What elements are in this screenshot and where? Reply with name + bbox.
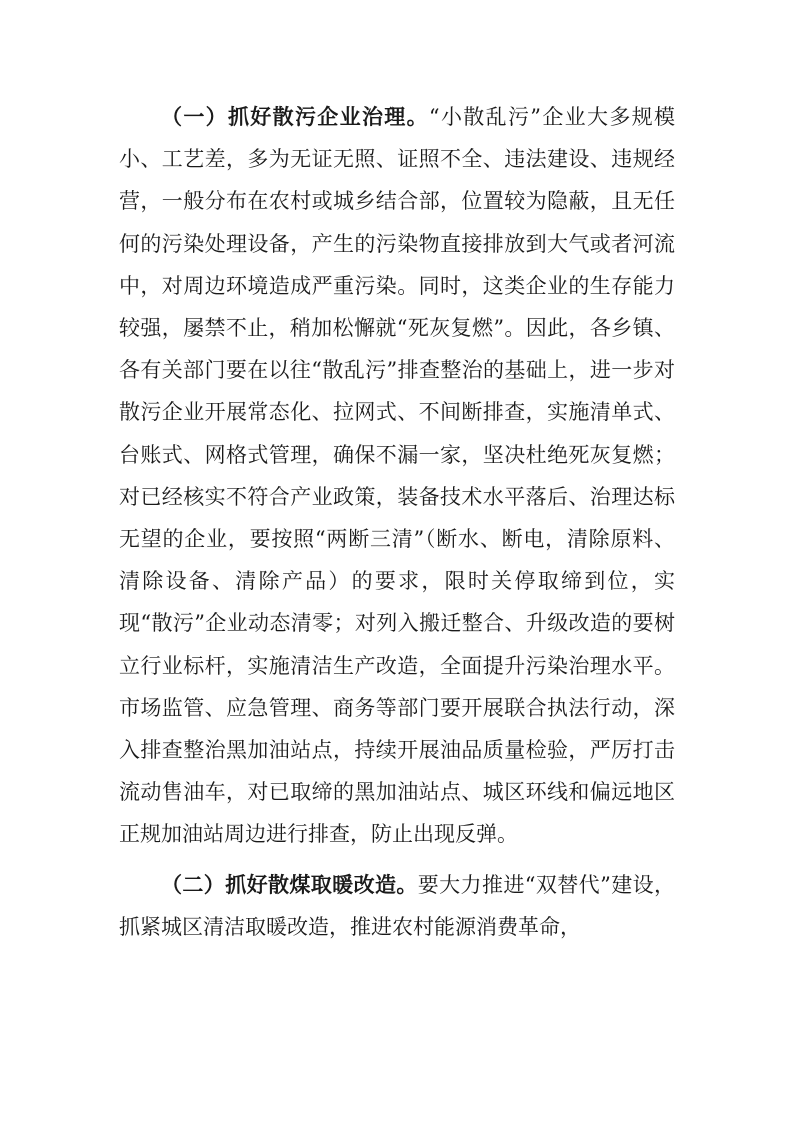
paragraph-1: [119, 96, 675, 856]
paragraph-2-text: 要大力推进“双替代”建设，抓紧城区清洁取暖改造，推进农村能源消费革命，: [119, 872, 675, 939]
paragraph-2: [119, 864, 675, 948]
section-heading-1: （一）抓好散污企业治理。: [161, 104, 429, 129]
document-body: [119, 96, 675, 948]
section-heading-2: （二）抓好散煤取暖改造。: [161, 871, 418, 897]
paragraph-1-text: “小散乱污”企业大多规模小、工艺差，多为无证无照、证照不全、违法建设、违规经营，一般分布在农村或城乡结合部，位置较为隐蔽，且无任何的污染处理设备，产生的污染物直接排放到大气或者河流中，对周边环境造成严重污染。同时，这类企业的生存能力较强，屡禁不止，稍加松懈就“死灰复燃”。因此，各乡镇、各有关部门要在以往“散乱污”排查整治的基础上，进一步对散污企业开展常态化、拉网式、不间断排查，实施清单式、台账式、网格式管理，确保不漏一家，坚决杜绝死灰复燃；对已经核实不符合产业政策，装备技术水平落后、治理达标无望的企业，要按照“两断三清”（断水、断电，清除原料、清除设备、清除产品）的要求，限时关停取缔到位，实现“散污”企业动态清零；对列入搬迁整合、升级改造的要树立行业标杆，实施清洁生产改造，全面提升污染治理水平。市场监管、应急管理、商务等部门要开展联合执法行动，深入排查整治黑加油站点，持续开展油品质量检验，严厉打击流动售油车，对已取缔的黑加油站点、城区环线和偏远地区正规加油站周边进行排查，防止出现反弹。: [119, 105, 675, 847]
